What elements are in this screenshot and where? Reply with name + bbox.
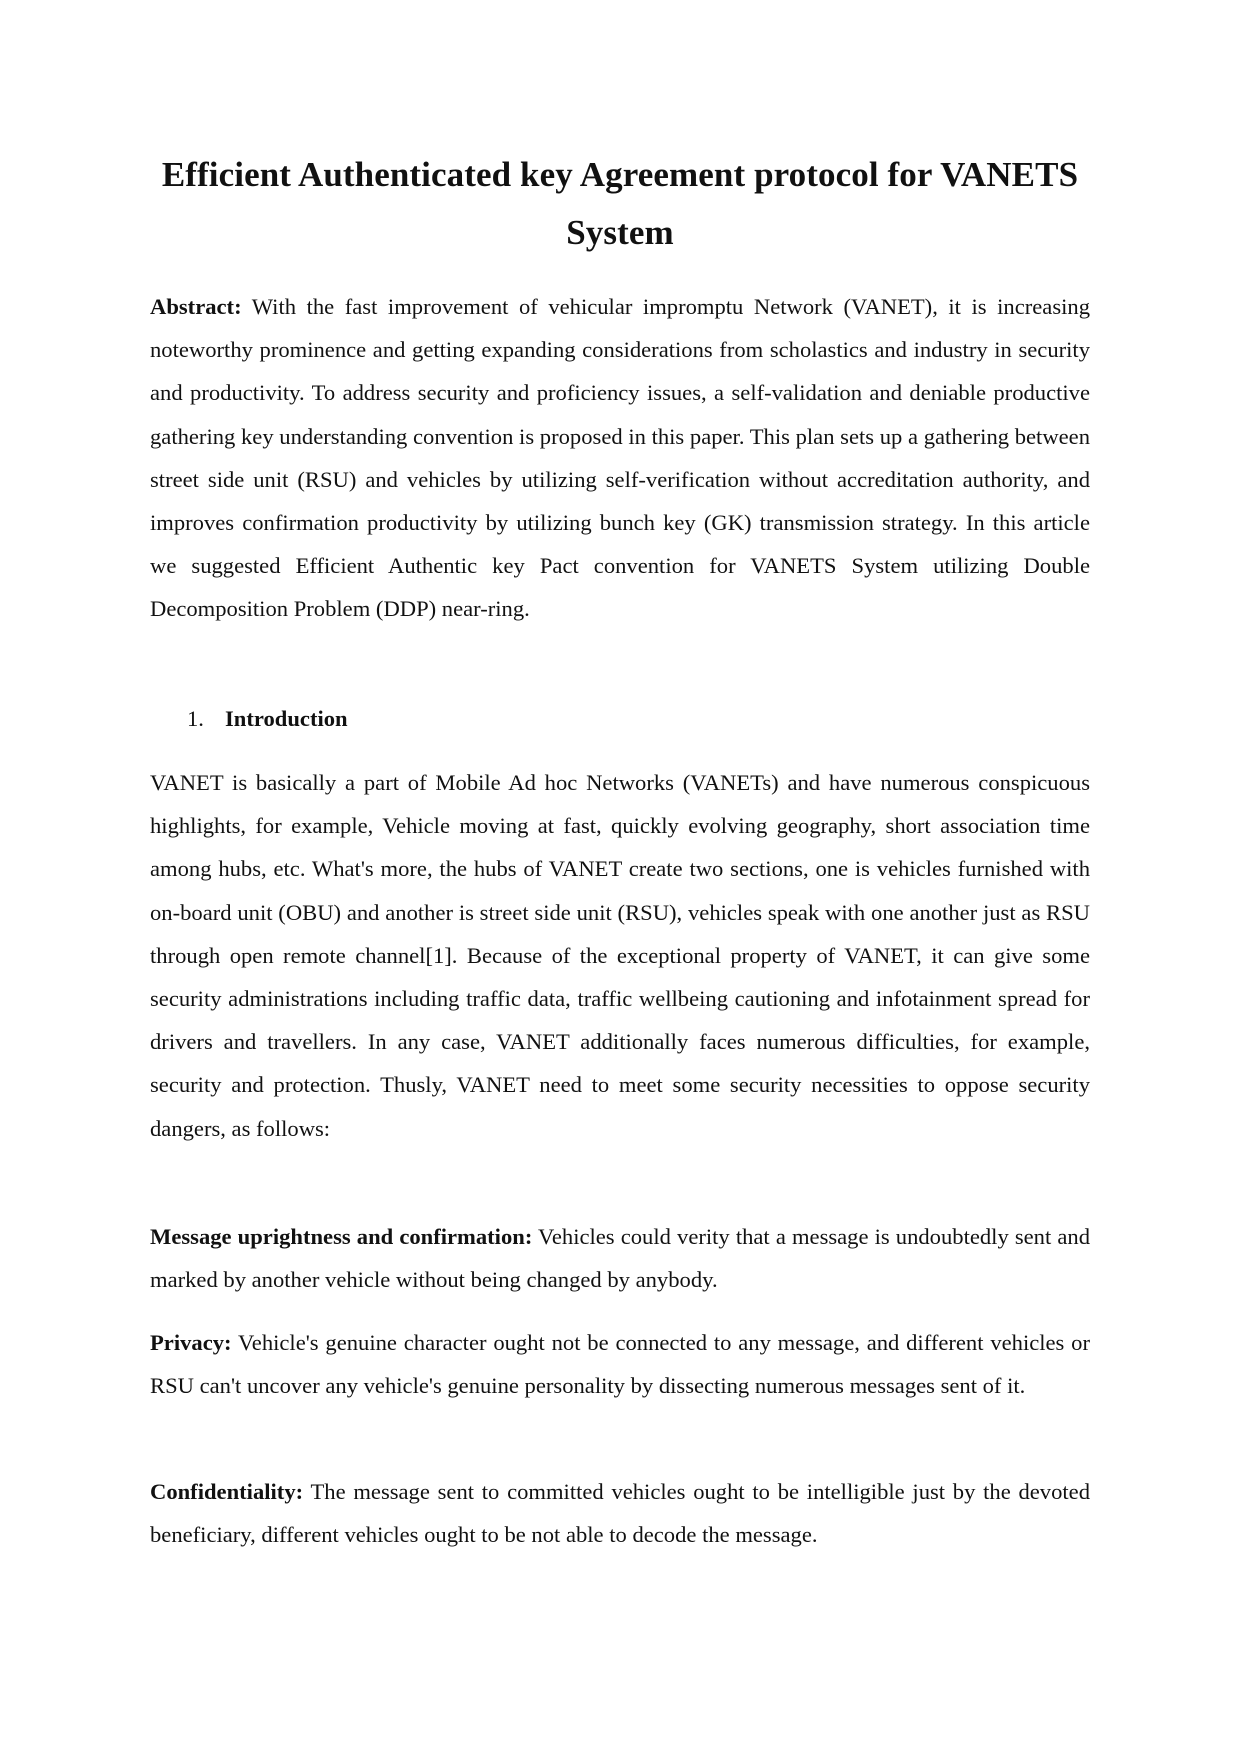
introduction-paragraph: VANET is basically a part of Mobile Ad hoc Networks (VANETs) and have numerous conspicuous highlights, for example, Vehicle moving at fast, quickly evolving geography, short association time among hubs, etc. What's more, the hubs of VANET create two sections, one is vehicles furnished with on-board unit (OBU) and another is street side unit (RSU), vehicles speak with one another just as RSU through open remote channel[1]. Because of the exceptional property of VANET, it can give some security administrations including traffic data, traffic wellbeing cautioning and infotainment spread for drivers and travellers. In any case, VANET additionally faces numerous difficulties, for example, security and protection. Thusly, VANET need to meet some security necessities to oppose security dangers, as follows:: [150, 770, 1090, 1141]
section-number: 1.: [187, 706, 204, 731]
requirement-privacy: [150, 1321, 1090, 1407]
requirement-label: Privacy:: [150, 1330, 232, 1355]
section-heading-introduction: [187, 697, 348, 740]
requirement-message-integrity: [150, 1215, 1090, 1301]
requirement-label: Confidentiality:: [150, 1479, 304, 1504]
section-title: Introduction: [225, 706, 348, 731]
requirement-text: Vehicles could verity that a message is undoubtedly sent and marked by another vehicle without being changed by anybody.: [150, 1224, 1090, 1293]
paper-title: Efficient Authenticated key Agreement protocol for VANETS System: [161, 155, 1079, 252]
requirement-label: Message uprightness and confirmation:: [150, 1224, 533, 1249]
abstract-label: Abstract:: [150, 294, 242, 319]
requirement-confidentiality: [150, 1470, 1090, 1556]
requirement-text: The message sent to committed vehicles ought to be intelligible just by the devoted beneficiary, different vehicles ought to be not able to decode the message.: [150, 1479, 1090, 1548]
abstract-text: With the fast improvement of vehicular impromptu Network (VANET), it is increasing noteworthy prominence and getting expanding considerations from scholastics and industry in security and productivity. To address security and proficiency issues, a self-validation and deniable productive gathering key understanding convention is proposed in this paper. This plan sets up a gathering between street side unit (RSU) and vehicles by utilizing self-verification without accreditation authority, and improves confirmation productivity by utilizing bunch key (GK) transmission strategy. In this article we suggested Efficient Authentic key Pact convention for VANETS System utilizing Double Decomposition Problem (DDP) near-ring.: [150, 294, 1090, 622]
abstract-paragraph: [150, 285, 1090, 631]
requirement-text: Vehicle's genuine character ought not be connected to any message, and different vehicles or RSU can't uncover any vehicle's genuine personality by dissecting numerous messages sent of it.: [150, 1330, 1090, 1399]
